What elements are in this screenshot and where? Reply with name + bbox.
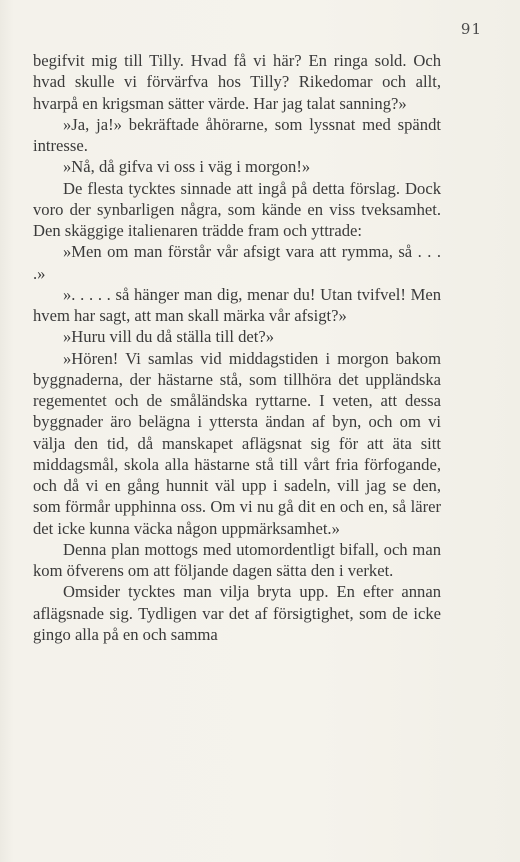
paragraph: »Men om man förstår vår afsigt vara att rymma, så . . . .» [33,242,441,283]
paragraph: Omsider tycktes man vilja bryta upp. En efter annan aflägsnade sig. Tydligen var det af försigtighet, som de icke gingo alla på en och samma [33,582,441,644]
paragraph: »Ja, ja!» bekräftade åhörarne, som lyssnat med spändt intresse. [33,114,441,155]
page-number: 91 [460,20,482,38]
paragraph: begifvit mig till Tilly. Hvad få vi här? En ringa sold. Och hvad skulle vi förvärfva hos Tilly? Rikedomar och allt, hvarpå en krigsman sätter värde. Har jag talat sanning?» [33,51,441,113]
paragraph: Denna plan mottogs med utomordentligt bifall, och man kom öfverens om att följande dagen sätta den i verket. [33,539,441,580]
body-text [33,50,441,645]
paragraph: »Nå, då gifva vi oss i väg i morgon!» [63,157,311,177]
paragraph: ». . . . . så hänger man dig, menar du! Utan tvifvel! Men hvem har sagt, att man skall märka vår afsigt?» [33,284,441,325]
paragraph: De flesta tycktes sinnade att ingå på detta förslag. Dock voro der synbarligen några, som kände en viss tveksamhet. Den skäggige italienaren trädde fram och yttrade: [33,178,441,240]
paragraph: »Huru vill du då ställa till det?» [63,327,275,347]
paragraph: »Hören! Vi samlas vid middagstiden i morgon bakom byggnaderna, der hästarne stå, som tillhöra det uppländska regementet och de småländska ryttarne. I veten, att dessa byggnader äro belägna i yttersta ändan af byn, och om vi välja den tid, då manskapet aflägsnat sig för att äta sitt middagsmål, skola alla hästarne stå till vårt fria förfogande, och då vi en gång hunnit väl upp i sadeln, vill jag se den, som förmår upphinna oss. Om vi nu gå dit en och en, så lärer det icke kunna väcka någon uppmärksamhet.» [33,348,441,538]
